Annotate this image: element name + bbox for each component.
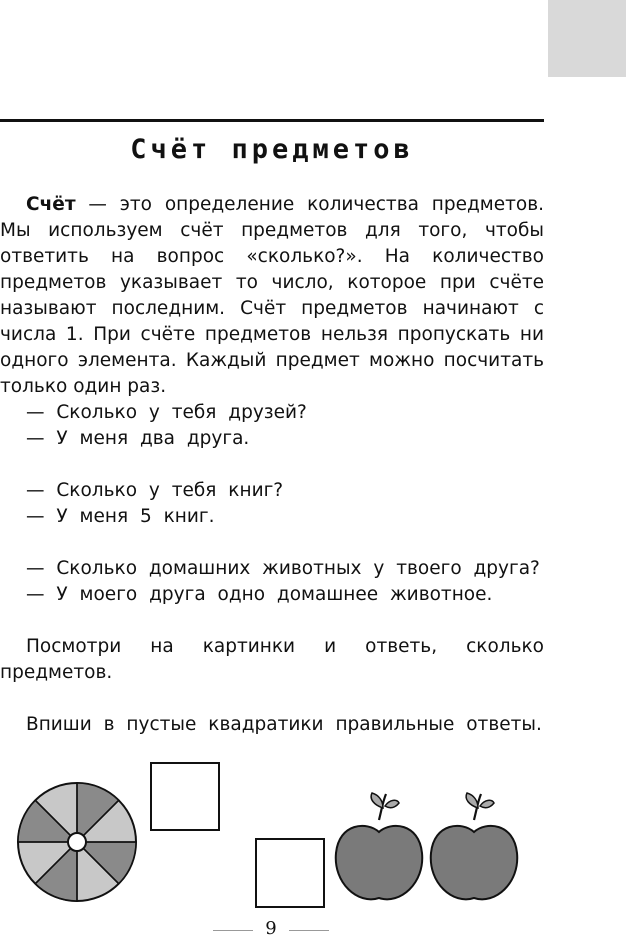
dialogue-answer: — У моего друга одно домашнее животное. [26,584,493,605]
dialogue-answer: — У меня два друга. [26,428,250,449]
page-title: Счёт предметов [130,134,414,165]
instruction-look: Посмотри на картинки и ответь, сколько предметов. [0,636,544,683]
answer-box-balls[interactable] [150,762,220,831]
dialogue-question: — Сколько домашних животных у твоего друга? [26,558,540,579]
answer-box-apples[interactable] [255,838,325,908]
dialogue-2 [0,478,544,530]
page-number-line-left [213,930,253,931]
apple-icon [333,788,425,906]
dialogue-3 [0,556,544,608]
title-rule [0,119,544,122]
definition-term: Счёт [26,194,76,215]
page-number-line-right [289,930,329,931]
dialogue-1 [0,400,544,452]
instruction-write: Впиши в пустые квадратики правильные ответы. [26,714,542,735]
apple-icon [428,788,520,906]
dialogue-question: — Сколько у тебя друзей? [26,402,307,423]
page-number: 9 [265,918,277,939]
definition-paragraph [0,192,544,400]
definition-text: — это определение количества предметов. Мы используем счёт предметов для того, чтобы ответить на вопрос «сколько?». На количество предметов указывает то число, которое при счёте называют последним. Счёт предметов начинают с числа 1. При счёте предметов нельзя пропускать ни одного элемента. Каждый предмет можно посчитать только один раз. [0,194,544,397]
corner-tab [548,0,626,77]
dialogue-answer: — У меня 5 книг. [26,506,215,527]
dialogue-question: — Сколько у тебя книг? [26,480,284,501]
ball-icon [15,780,139,904]
